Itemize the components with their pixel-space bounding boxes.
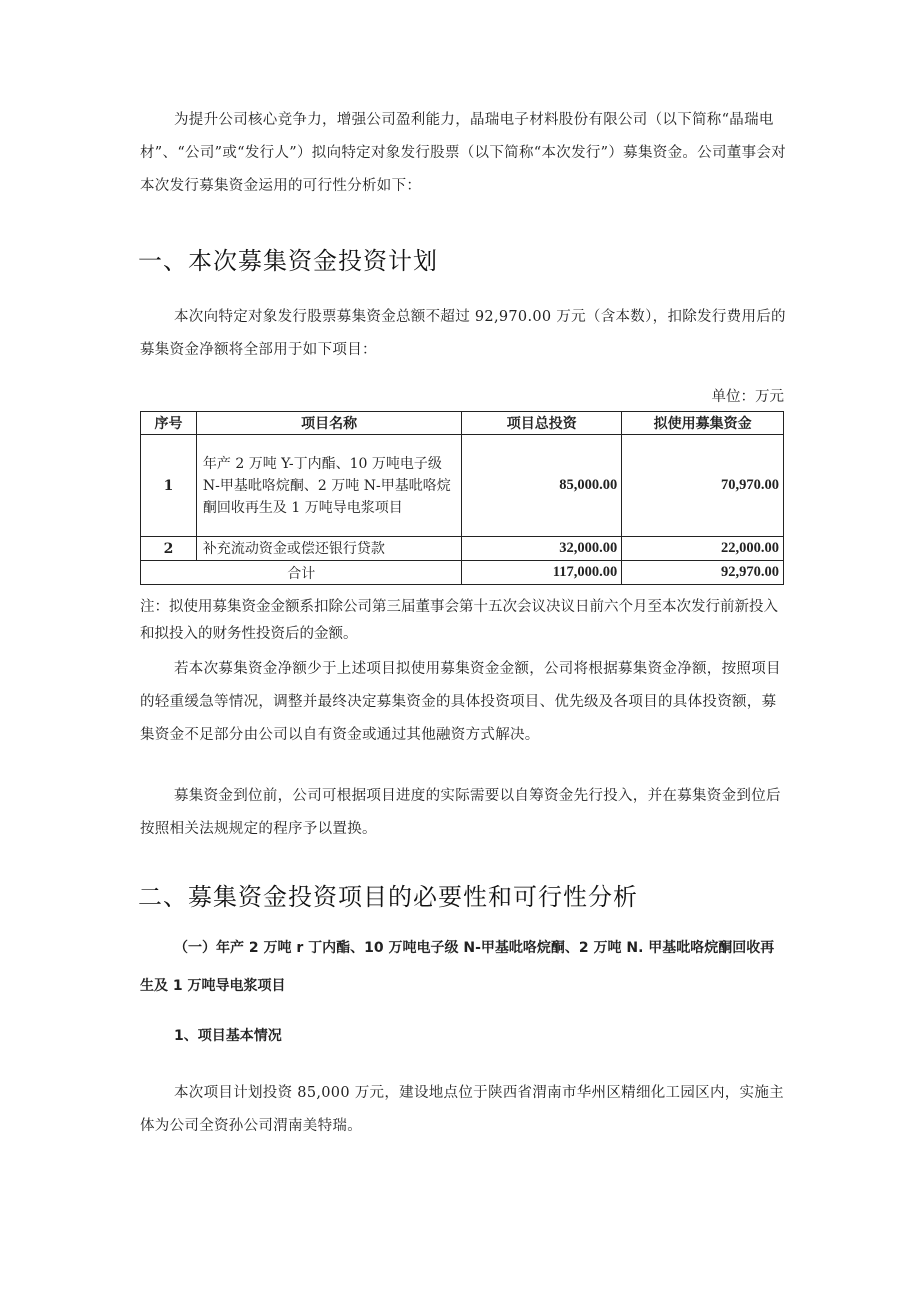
section-1-paragraph: 本次向特定对象发行股票募集资金总额不超过 92,970.00 万元（含本数），扣除发行费用后的募集资金净额将全部用于如下项目： — [140, 309, 786, 358]
section-2-paragraph: 本次项目计划投资 85,000 万元，建设地点位于陕西省渭南市华州区精细化工园区内，实施主体为公司全资孙公司渭南美特瑞。 — [140, 1085, 784, 1134]
total-label: 合计 — [141, 561, 462, 585]
row-total-investment: 85,000.00 — [462, 435, 622, 537]
section-2-subtitle: （一）年产 2 万吨 r 丁内酯、10 万吨电子级 N-甲基吡咯烷酮、2 万吨 N. 甲基吡咯烷酮回收再生及 1 万吨导电浆项目 — [140, 940, 775, 994]
row-project-name: 补充流动资金或偿还银行贷款 — [196, 537, 461, 561]
row-raised-funds: 22,000.00 — [622, 537, 784, 561]
table-row — [141, 537, 784, 561]
table-note: 注：拟使用募集资金金额系扣除公司第三届董事会第十五次会议决议日前六个月至本次发行前新投入和拟投入的财务性投资后的金额。 — [140, 599, 778, 642]
header-project-name: 项目名称 — [196, 412, 461, 435]
section-1-paragraph-2: 若本次募集资金净额少于上述项目拟使用募集资金金额，公司将根据募集资金净额，按照项目的轻重缓急等情况，调整并最终决定募集资金的具体投资项目、优先级及各项目的具体投资额，募集资金不足部分由公司以自有资金或通过其他融资方式解决。 — [140, 661, 781, 743]
row-project-name: 年产 2 万吨 Y-丁内酯、10 万吨电子级 N-甲基吡咯烷酮、2 万吨 N-甲基吡咯烷酮回收再生及 1 万吨导电浆项目 — [196, 435, 461, 537]
unit-label: 单位：万元 — [711, 389, 784, 405]
header-total-investment: 项目总投资 — [462, 412, 622, 435]
header-index: 序号 — [141, 412, 197, 435]
row-raised-funds: 70,970.00 — [622, 435, 784, 537]
total-investment-sum: 117,000.00 — [462, 561, 622, 585]
section-1-paragraph-3: 募集资金到位前，公司可根据项目进度的实际需要以自筹资金先行投入，并在募集资金到位后按照相关法规规定的程序予以置换。 — [140, 788, 781, 837]
section-2-heading: 二、募集资金投资项目的必要性和可行性分析 — [138, 883, 638, 911]
row-index: 2 — [141, 537, 197, 561]
raised-funds-sum: 92,970.00 — [622, 561, 784, 585]
intro-paragraph: 为提升公司核心竞争力，增强公司盈利能力，晶瑞电子材料股份有限公司（以下简称“晶瑞电材”、“公司”或“发行人”）拟向特定对象发行股票（以下简称“本次发行”）募集资金。公司董事会对本次发行募集资金运用的可行性分析如下： — [140, 112, 786, 194]
table-total-row — [141, 561, 784, 585]
row-index: 1 — [141, 435, 197, 537]
section-1-heading: 一、本次募集资金投资计划 — [138, 247, 438, 275]
table-header-row — [141, 412, 784, 435]
header-raised-funds: 拟使用募集资金 — [622, 412, 784, 435]
row-total-investment: 32,000.00 — [462, 537, 622, 561]
funding-table — [140, 411, 784, 585]
table-row — [141, 435, 784, 537]
project-basic-heading: 1、项目基本情况 — [174, 1028, 282, 1044]
